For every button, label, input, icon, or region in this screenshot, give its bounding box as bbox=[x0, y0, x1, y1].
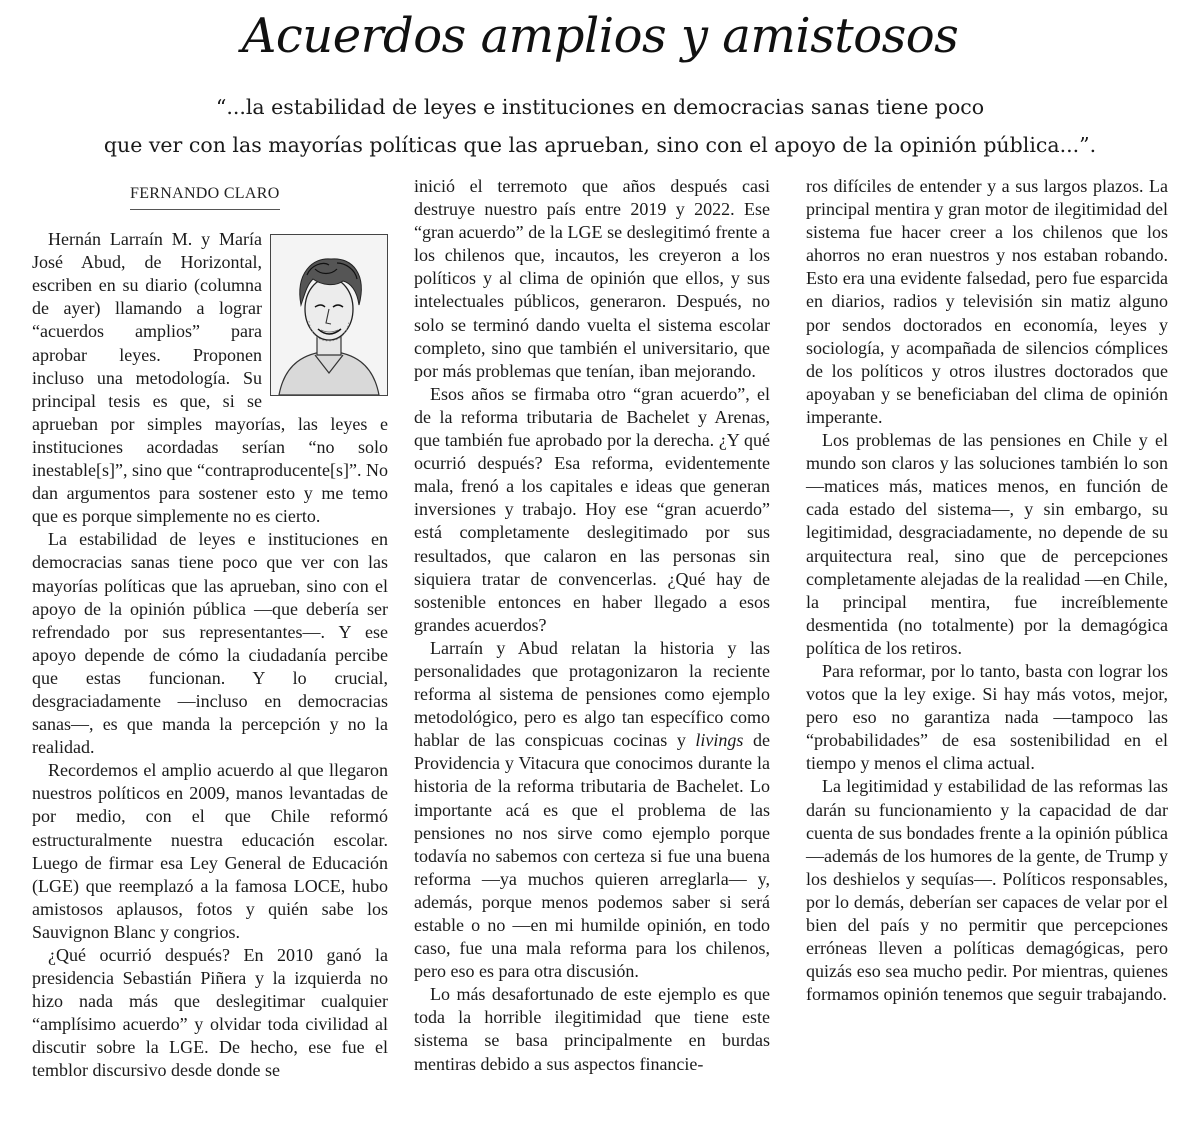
col2-paragraph-3 bbox=[414, 637, 770, 983]
col2-italic-livings: livings bbox=[695, 730, 744, 751]
article-column-1 bbox=[32, 181, 388, 1083]
col2-paragraph-2: Esos años se firmaba otro “gran acuerdo”, el de la reforma tributaria de Bachelet y Arenas, que también fue aprobado por la derecha. ¿Y qué ocurrió después? Esa reforma, evidentemente mala, frenó a los capitales e ideas que generan inversiones y trabajo. Hoy ese “gran acuerdo” está completamente deslegitimado por sus resultados, que calaron en las personas sin siquiera tratar de convencerlas. ¿Qué hay de sostenible entonces en haber llegado a esos grandes acuerdos? bbox=[414, 383, 770, 635]
article-column-2 bbox=[414, 175, 770, 1076]
portrait-icon bbox=[271, 235, 387, 395]
headline: Acuerdos amplios y amistosos bbox=[241, 8, 959, 64]
deck-quote bbox=[40, 88, 1160, 164]
byline: FERNANDO CLARO bbox=[130, 182, 280, 210]
deck-line-2: que ver con las mayorías políticas que las aprueban, sino con el apoyo de la opinión pública...”. bbox=[103, 133, 1097, 157]
col1-paragraph-1-text: Hernán Larraín M. y María José Abud, de Horizontal, escriben en su diario (columna de ayer) llamando a lograr “acuerdos amplios” para aprobar leyes. Proponen incluso una metodología. Su principal tesis es que, si se aprueban por simples mayorías, las leyes e instituciones acordadas serían “no solo inestable[s]”, sino que “contraproducente[s]”. No dan argumentos para sostener esto y me temo que es porque simplemente no es cierto. bbox=[32, 229, 388, 527]
col1-paragraph-1 bbox=[32, 228, 388, 528]
col1-paragraph-4: ¿Qué ocurrió después? En 2010 ganó la presidencia Sebastián Piñera y la izquierda no hizo nada más que deslegitimar cualquier “amplísimo acuerdo” y olvidar toda civilidad al discutir sobre la LGE. De hecho, ese fue el temblor discursivo desde donde se bbox=[32, 945, 388, 1081]
col3-paragraph-1: ros difíciles de entender y a sus largos plazos. La principal mentira y gran motor de ilegitimidad del sistema fue hacer creer a los chilenos que los ahorros no eran nuestros y nos estaban robando. Esto era una evidente falsedad, pero fue esparcida en diarios, radios y televisión sin matiz alguno por sendos doctorados en economía, leyes y sociología, y acompañada de silencios cómplices de los políticos y otros ilustres doctorados que apoyaban y se beneficiaban del clima de opinión imperante. bbox=[806, 176, 1168, 427]
col1-paragraph-2: La estabilidad de leyes e instituciones en democracias sanas tiene poco que ver con las mayorías políticas que las aprueban, sino con el apoyo de la opinión pública —que debería ser refrendado por sus representantes—. Y ese apoyo depende de cómo la ciudadanía percibe que estas funcionan. Y lo crucial, desgraciadamente —incluso en democracias sanas—, es que manda la percepción y no la realidad. bbox=[32, 529, 388, 758]
col2-paragraph-3-part-c: de Providencia y Vitacura que conocimos durante la historia de la reforma tributaria de Bachelet. Lo importante acá es que el problema de las pensiones no nos sirve como ejemplo porque todavía no sabemos con certeza si fue una buena reforma —ya muchos quieren arreglarla— y, además, porque menos podemos saber si será estable o no —en mi humilde opinión, en todo caso, fue una mala reforma para los chilenos, pero eso es para otra discusión. bbox=[414, 730, 770, 982]
col3-paragraph-4: La legitimidad y estabilidad de las reformas las darán su funcionamiento y la capacidad de dar cuenta de sus bondades frente a la opinión pública —además de los humores de la gente, de Trump y los deshielos y sequías—. Políticos responsables, por lo demás, deberían ser capaces de velar por el bien del país y no permitir que percepciones erróneas lleven a políticas demagógicas, pero quizás eso sea mucho pedir. Por mientras, quienes formamos opinión tenemos que seguir trabajando. bbox=[806, 776, 1168, 1005]
article-column-3 bbox=[806, 175, 1168, 1006]
col3-paragraph-2: Los problemas de las pensiones en Chile y el mundo son claros y las soluciones también lo son —matices más, matices menos, en función de cada estado del sistema—, y sin embargo, su legitimidad, desgraciadamente, no depende de su arquitectura real, sino que de percepciones completamente alejadas de la realidad —en Chile, la principal mentira, fue increíblemente desmentida (no totalmente) por la demagógica política de los retiros. bbox=[806, 430, 1168, 658]
author-portrait bbox=[270, 234, 388, 396]
col2-paragraph-1: inició el terremoto que años después casi destruye nuestro país entre 2019 y 2022. Ese “gran acuerdo” de la LGE se deslegitimó frente a los chilenos que, incautos, les creyeron a los políticos y al clima de opinión que ellos, y sus intelectuales públicos, generaron. Después, no solo se terminó dando vuelta el sistema escolar completo, sino que también el universitario, que por más problemas que tenían, iban mejorando. bbox=[414, 176, 770, 381]
col2-paragraph-4: Lo más desafortunado de este ejemplo es que toda la horrible ilegitimidad que tiene este sistema se basa principalmente en burdas mentiras debido a sus aspectos financie- bbox=[414, 984, 770, 1074]
col3-paragraph-3: Para reformar, por lo tanto, basta con lograr los votos que la ley exige. Si hay más votos, mejor, pero eso no garantiza nada —tampoco las “probabilidades” de esa sostenibilidad en el tiempo y menos el clima actual. bbox=[806, 660, 1168, 774]
col1-paragraph-3: Recordemos el amplio acuerdo al que llegaron nuestros políticos en 2009, manos levantadas de por medio, con el que Chile reformó estructuralmente nuestra educación escolar. Luego de firmar esa Ley General de Educación (LGE) que reemplazó a la famosa LOCE, hubo amistosos aplausos, fotos y quién sabe los Sauvignon Blanc y congrios. bbox=[32, 760, 388, 942]
col2-paragraph-3-part-a: Larraín y Abud relatan la historia y las personalidades que protagonizaron la reciente reforma al sistema de pensiones como ejemplo metodológico, pero es algo tan específico como hablar de las conspicuas cocinas y bbox=[414, 637, 770, 751]
deck-line-1: “...la estabilidad de leyes e instituciones en democracias sanas tiene poco bbox=[215, 95, 985, 119]
